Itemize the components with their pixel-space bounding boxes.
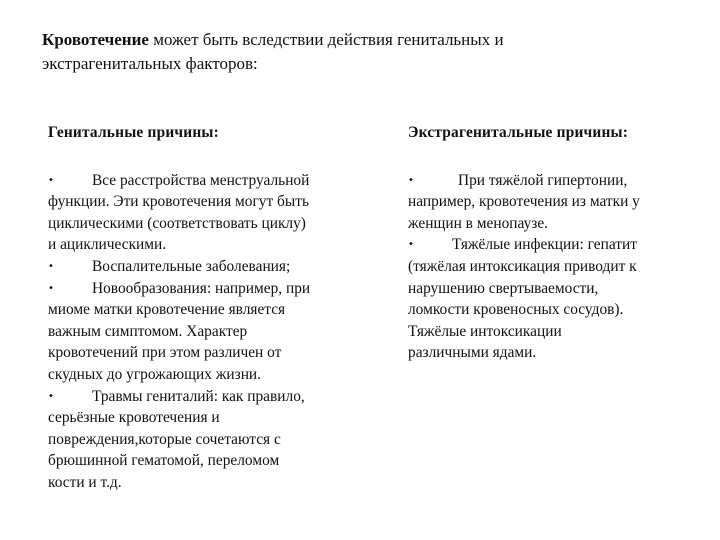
bullet-icon: • [48, 282, 54, 294]
bullet-icon: • [48, 390, 54, 402]
list-item-text: Все расстройства менструальной [92, 171, 310, 189]
text-line: и ациклическими. [48, 236, 167, 254]
genital-causes-heading: Генитальные причины: [48, 124, 219, 141]
text-line: кровотечений при этом различен от [48, 344, 282, 362]
extragenital-causes-heading: Экстрагенитальные причины: [408, 124, 629, 141]
list-item-text: Воспалительные заболевания; [92, 257, 291, 275]
bullet-icon: • [48, 174, 54, 186]
intro-bold-term: Кровотечение [42, 30, 149, 49]
intro-line-1-rest: может быть вследствии действия генитальных и [148, 30, 504, 49]
list-item [48, 170, 366, 192]
intro-line-1 [42, 28, 662, 52]
text-line: функции. Эти кровотечения могут быть [48, 193, 309, 211]
text-line: ломкости кровеносных сосудов). [408, 301, 624, 319]
list-item [48, 256, 366, 278]
text-line: Тяжёлые интоксикации [408, 322, 562, 340]
list-item-text: Травмы гениталий: как правило, [92, 387, 305, 405]
text-line: важным симптомом. Характер [48, 322, 248, 340]
extragenital-causes-column [408, 122, 693, 364]
genital-causes-column [48, 122, 366, 494]
bullet-icon: • [408, 174, 414, 186]
list-item-text: При тяжёлой гипертонии, [458, 171, 628, 189]
list-item [408, 234, 693, 256]
text-line: циклическими (соответствовать циклу) [48, 214, 306, 232]
intro-paragraph [42, 28, 662, 76]
genital-causes-list [48, 170, 366, 494]
extragenital-causes-list [408, 170, 693, 364]
bullet-icon: • [48, 260, 54, 272]
text-line: (тяжёлая интоксикация приводит к [408, 257, 637, 275]
list-item [408, 170, 693, 192]
text-line: брюшинной гематомой, переломом [48, 452, 280, 470]
list-item [48, 278, 366, 300]
text-line: например, кровотечения из матки у [408, 193, 640, 211]
text-line: различными ядами. [408, 344, 537, 362]
text-line: серьёзные кровотечения и [48, 409, 220, 427]
text-line: скудных до угрожающих жизни. [48, 365, 262, 383]
text-line: миоме матки кровотечение является [48, 301, 286, 319]
intro-line-2: экстрагенитальных факторов: [42, 54, 258, 73]
text-line: женщин в менопаузе. [408, 214, 549, 232]
list-item-text: Новообразования: например, при [92, 279, 311, 297]
list-item-text: Тяжёлые инфекции: гепатит [452, 236, 637, 254]
text-line: нарушению свертываемости, [408, 279, 599, 297]
text-line: кости и т.д. [48, 473, 122, 491]
list-item [48, 386, 366, 408]
text-line: повреждения,которые сочетаются с [48, 430, 281, 448]
bullet-icon: • [408, 239, 414, 251]
